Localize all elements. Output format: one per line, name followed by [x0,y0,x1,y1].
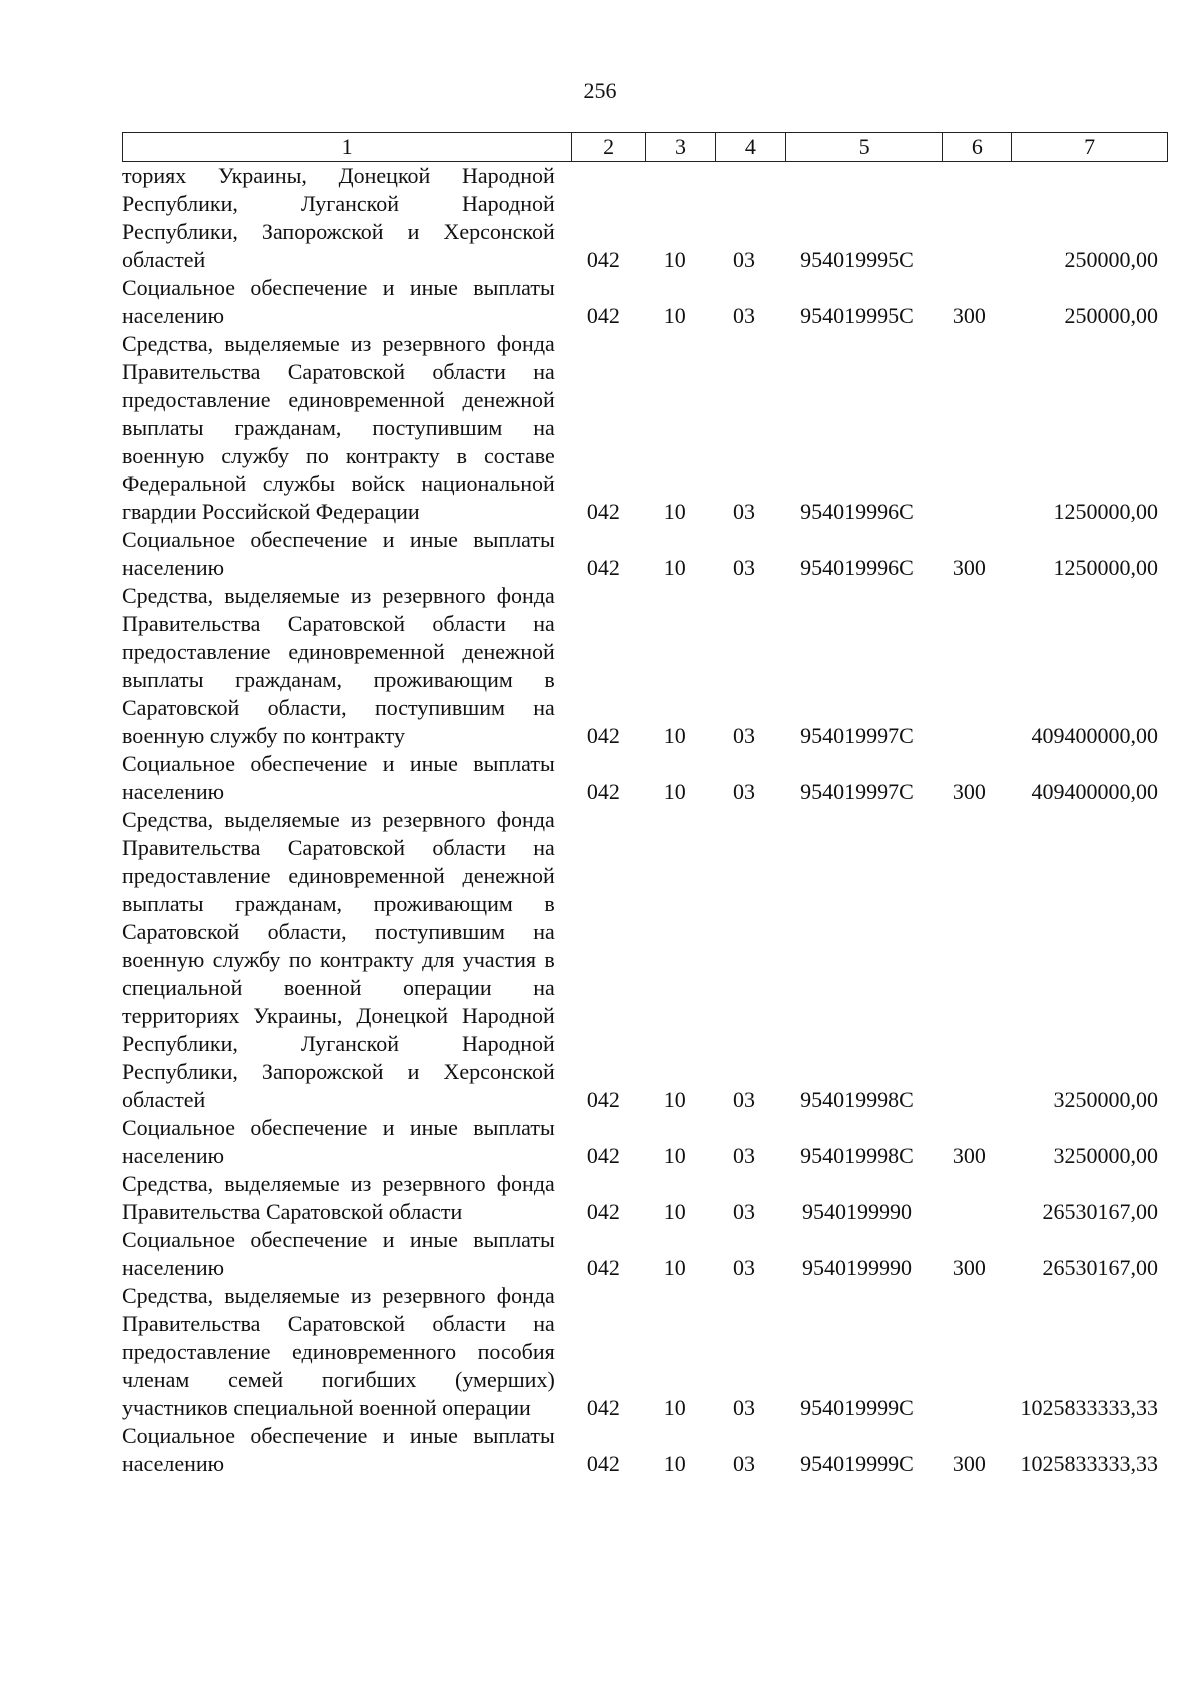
budget-table [122,132,1168,1478]
row-col-5: 954019996С [800,499,914,524]
row-col-7-amount: 250000,00 [1064,247,1158,272]
row-col-5: 9540199990 [801,1255,912,1280]
row-col-7-amount: 3250000,00 [1053,1143,1158,1168]
row-col-3: 10 [663,1451,686,1476]
row-col-4: 03 [733,723,756,748]
row-col-4: 03 [733,499,756,524]
row-col-2: 042 [586,1087,620,1112]
row-col-7-amount: 3250000,00 [1053,1087,1158,1112]
row-col-3: 10 [663,1087,686,1112]
row-description: Социальное обеспечение и иные выплаты населению [122,275,555,328]
row-description: Средства, выделяемые из резервного фонда Правительства Саратовской области [122,1171,555,1224]
row-col-6: 300 [952,779,986,804]
row-col-5: 9540199990 [801,1199,912,1224]
row-col-6: 300 [952,303,986,328]
row-description: Средства, выделяемые из резервного фонда Правительства Саратовской области на предоставление единовременного пособия членам семей погибших (умерших) участников специальной военной операции [122,1283,555,1420]
table-row [122,1226,1168,1282]
row-description: Средства, выделяемые из резервного фонда Правительства Саратовской области на предоставление единовременной денежной выплаты гражданам, проживающим в Саратовской области, поступившим на военную службу по контракту для участия в специальной военной операции на территориях Украины, Донецкой Народной Республики, Луганской Народной Республики, Запорожской и Херсонской областей [122,807,555,1112]
row-col-4: 03 [733,1451,756,1476]
row-col-4: 03 [733,303,756,328]
row-col-2: 042 [586,1143,620,1168]
row-col-4: 03 [733,1395,756,1420]
row-col-4: 03 [733,1143,756,1168]
row-col-5: 954019998С [800,1087,914,1112]
row-col-6: 300 [952,1451,986,1476]
row-col-2: 042 [586,1199,620,1224]
row-col-2: 042 [586,723,620,748]
row-col-2: 042 [586,303,620,328]
row-col-2: 042 [586,247,620,272]
row-col-2: 042 [586,499,620,524]
row-col-5: 954019998С [800,1143,914,1168]
row-col-3: 10 [663,779,686,804]
row-col-3: 10 [663,1199,686,1224]
table-row [122,526,1168,582]
row-col-2: 042 [586,779,620,804]
column-header-4: 4 [715,133,785,161]
row-col-7-amount: 1025833333,33 [1020,1451,1158,1476]
row-col-7-amount: 409400000,00 [1031,723,1158,748]
row-col-3: 10 [663,723,686,748]
table-row [122,330,1168,526]
table-row [122,274,1168,330]
row-col-3: 10 [663,247,686,272]
row-col-2: 042 [586,1451,620,1476]
page-number: 256 [583,78,617,103]
row-col-4: 03 [733,1199,756,1224]
row-col-6: 300 [952,1255,986,1280]
row-description: Социальное обеспечение и иные выплаты населению [122,1115,555,1168]
row-col-7-amount: 250000,00 [1064,303,1158,328]
table-row [122,806,1168,1114]
row-description: Средства, выделяемые из резервного фонда Правительства Саратовской области на предоставление единовременной денежной выплаты гражданам, поступившим на военную службу по контракту в составе Федеральной службы войск национальной гвардии Российской Федерации [122,331,555,524]
row-description: Социальное обеспечение и иные выплаты населению [122,1227,555,1280]
table-row [122,1422,1168,1478]
table-row [122,750,1168,806]
row-col-5: 954019999С [800,1451,914,1476]
row-col-4: 03 [733,1255,756,1280]
row-col-5: 954019995С [800,247,914,272]
row-col-7-amount: 1025833333,33 [1020,1395,1158,1420]
row-col-5: 954019997С [800,723,914,748]
row-description: Социальное обеспечение и иные выплаты населению [122,1423,555,1476]
row-col-7-amount: 1250000,00 [1053,555,1158,580]
row-col-5: 954019995С [800,303,914,328]
row-col-4: 03 [733,779,756,804]
row-col-5: 954019999С [800,1395,914,1420]
table-row [122,1282,1168,1422]
row-description: ториях Украины, Донецкой Народной Республики, Луганской Народной Республики, Запорожской и Херсонской областей [122,163,555,272]
column-header-7: 7 [1011,133,1167,161]
row-col-3: 10 [663,555,686,580]
row-description: Средства, выделяемые из резервного фонда Правительства Саратовской области на предоставление единовременной денежной выплаты гражданам, проживающим в Саратовской области, поступившим на военную службу по контракту [122,583,555,748]
table-body [122,162,1168,1478]
table-row [122,582,1168,750]
column-header-2: 2 [571,133,645,161]
row-col-6: 300 [952,555,986,580]
table-row [122,1114,1168,1170]
row-col-4: 03 [733,247,756,272]
row-col-3: 10 [663,499,686,524]
row-col-7-amount: 409400000,00 [1031,779,1158,804]
row-col-2: 042 [586,555,620,580]
row-col-6: 300 [952,1143,986,1168]
table-row [122,1170,1168,1226]
row-col-3: 10 [663,1395,686,1420]
row-description: Социальное обеспечение и иные выплаты населению [122,527,555,580]
column-header-1: 1 [341,134,353,159]
row-col-3: 10 [663,1255,686,1280]
row-col-4: 03 [733,555,756,580]
table-header-row [122,132,1168,162]
row-col-3: 10 [663,303,686,328]
row-col-7-amount: 1250000,00 [1053,499,1158,524]
row-col-2: 042 [586,1395,620,1420]
table-row [122,162,1168,274]
row-col-5: 954019997С [800,779,914,804]
row-col-2: 042 [586,1255,620,1280]
column-header-3: 3 [645,133,715,161]
row-col-4: 03 [733,1087,756,1112]
row-col-5: 954019996С [800,555,914,580]
column-header-5: 5 [785,133,943,161]
row-description: Социальное обеспечение и иные выплаты населению [122,751,555,804]
column-header-6: 6 [942,133,1011,161]
row-col-7-amount: 26530167,00 [1042,1199,1158,1224]
row-col-3: 10 [663,1143,686,1168]
row-col-7-amount: 26530167,00 [1042,1255,1158,1280]
